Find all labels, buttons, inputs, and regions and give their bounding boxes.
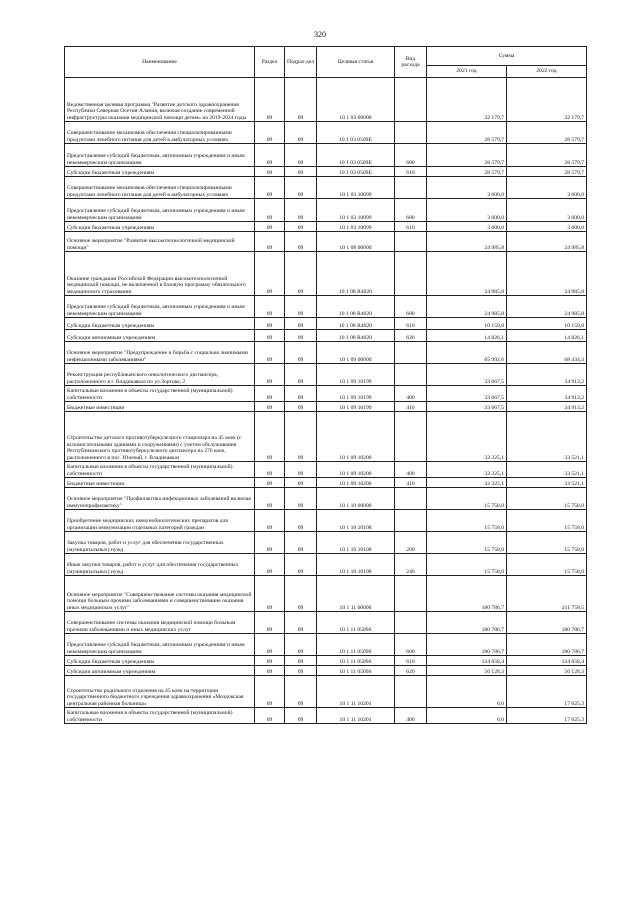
- table-row: [65, 199, 587, 222]
- row-expense-type: [395, 232, 427, 252]
- row-subsection: 09: [285, 554, 317, 576]
- row-subsection: 09: [285, 634, 317, 656]
- row-expense-type: [395, 576, 427, 612]
- row-sum-2022: 17 625,3: [507, 676, 587, 708]
- row-expense-type: [395, 342, 427, 364]
- table-row: [65, 122, 587, 144]
- table-row: [65, 222, 587, 232]
- row-name: Строительство детского противотуберкулезного стационара на 45 коек (с вспомогательными зданиями и сооружениями) с учетом обслуживания Республиканского противотуберкулезного диспансера на 276 коек, расположенного в пос. Южный, г. Владикавказ: [65, 412, 255, 462]
- row-target: 10 1 03 0509Е: [317, 167, 395, 177]
- row-section: 09: [255, 462, 285, 478]
- row-subsection: 09: [285, 412, 317, 462]
- header-row: [65, 47, 587, 66]
- row-sum-2021: 124 658,4: [427, 656, 507, 666]
- row-subsection: 09: [285, 488, 317, 510]
- row-section: 09: [255, 532, 285, 554]
- row-name: Субсидии бюджетным учреждениям: [65, 656, 255, 666]
- row-sum-2022: 34 913,2: [507, 386, 587, 402]
- row-expense-type: 600: [395, 296, 427, 318]
- row-name: Предоставление субсидий бюджетным, автономным учреждениям и иным некоммерческим организациям: [65, 144, 255, 167]
- table-row: [65, 144, 587, 167]
- row-name: Предоставление субсидий бюджетным, автономным учреждениям и иным некоммерческим организациям: [65, 199, 255, 222]
- row-target: 10 1 08 R4020: [317, 318, 395, 330]
- row-section: 09: [255, 488, 285, 510]
- row-name: Субсидии автономным учреждениям: [65, 330, 255, 342]
- row-sum-2022: 15 758,0: [507, 510, 587, 532]
- row-subsection: 09: [285, 402, 317, 412]
- row-section: 09: [255, 122, 285, 144]
- table-row: [65, 177, 587, 199]
- row-sum-2021: 28 579,7: [427, 122, 507, 144]
- row-section: 09: [255, 318, 285, 330]
- row-sum-2022: 180 786,7: [507, 612, 587, 634]
- row-name: Капитальные вложения в объекты государственной (муниципальной) собственности: [65, 708, 255, 724]
- row-name: Основное мероприятие "Развитие высокотехнологичной медицинской помощи": [65, 232, 255, 252]
- row-name: Иные закупки товаров, работ и услуг для обеспечения государственных (муниципальных) нужд: [65, 554, 255, 576]
- row-target: 10 1 03 00000: [317, 78, 395, 122]
- row-section: 09: [255, 78, 285, 122]
- row-subsection: 09: [285, 364, 317, 386]
- row-sum-2021: 10 159,8: [427, 318, 507, 330]
- row-expense-type: 610: [395, 167, 427, 177]
- row-sum-2022: 3 600,0: [507, 177, 587, 199]
- row-subsection: 09: [285, 386, 317, 402]
- row-sum-2021: 0,0: [427, 676, 507, 708]
- row-sum-2022: 10 159,8: [507, 318, 587, 330]
- row-section: 09: [255, 252, 285, 296]
- row-sum-2021: 32 325,1: [427, 462, 507, 478]
- row-sum-2021: 32 325,1: [427, 412, 507, 462]
- table-row: [65, 296, 587, 318]
- table-row: [65, 386, 587, 402]
- row-target: 10 1 03 0509Е: [317, 122, 395, 144]
- row-sum-2022: 24 985,8: [507, 252, 587, 296]
- row-name: Строительство родильного отделения на 45 коек на территории государственного бюджетного учреждения здравоохранения «Моздокская центральная районная больница»: [65, 676, 255, 708]
- row-section: 09: [255, 666, 285, 676]
- table-row: [65, 708, 587, 724]
- row-sum-2021: 15 758,0: [427, 532, 507, 554]
- row-target: 10 1 08 R4020: [317, 296, 395, 318]
- row-expense-type: 600: [395, 144, 427, 167]
- row-section: 09: [255, 510, 285, 532]
- row-expense-type: 400: [395, 462, 427, 478]
- row-section: 09: [255, 676, 285, 708]
- row-section: 09: [255, 222, 285, 232]
- header-subsection: Подраз-дел: [285, 47, 317, 78]
- table-row: [65, 232, 587, 252]
- row-expense-type: 400: [395, 386, 427, 402]
- row-target: 10 1 11 0509S: [317, 634, 395, 656]
- row-sum-2021: 3 600,0: [427, 177, 507, 199]
- table-row: [65, 478, 587, 488]
- row-section: 09: [255, 708, 285, 724]
- row-expense-type: 620: [395, 666, 427, 676]
- row-subsection: 09: [285, 666, 317, 676]
- row-sum-2022: 211 758,5: [507, 576, 587, 612]
- row-section: 09: [255, 167, 285, 177]
- row-sum-2022: 68 434,3: [507, 342, 587, 364]
- table-row: [65, 576, 587, 612]
- row-target: 10 1 10 00000: [317, 488, 395, 510]
- row-section: 09: [255, 634, 285, 656]
- row-subsection: 09: [285, 532, 317, 554]
- row-target: 10 1 10 10108: [317, 532, 395, 554]
- row-subsection: 09: [285, 167, 317, 177]
- row-sum-2022: 33 521,1: [507, 478, 587, 488]
- row-target: 10 1 09 10200: [317, 462, 395, 478]
- row-subsection: 09: [285, 342, 317, 364]
- table-row: [65, 364, 587, 386]
- row-section: 09: [255, 412, 285, 462]
- row-target: 10 1 11 0509S: [317, 612, 395, 634]
- row-sum-2021: 3 600,0: [427, 222, 507, 232]
- row-sum-2021: 65 992,6: [427, 342, 507, 364]
- table-row: [65, 532, 587, 554]
- row-name: Бюджетные инвестиции: [65, 478, 255, 488]
- table-row: [65, 488, 587, 510]
- row-subsection: 09: [285, 478, 317, 488]
- row-sum-2022: 24 985,8: [507, 232, 587, 252]
- row-subsection: 09: [285, 252, 317, 296]
- row-name: Ведомственная целевая программа "Развитие детского здравоохранения Республики Северная Осетия-Алания, включая создание современной инфраструктуры оказания медицинской помощи детям» на 2019-2024 годы: [65, 78, 255, 122]
- row-sum-2021: 24 985,8: [427, 296, 507, 318]
- row-subsection: 09: [285, 222, 317, 232]
- table-row: [65, 252, 587, 296]
- row-sum-2022: 124 658,4: [507, 656, 587, 666]
- row-sum-2021: 180 786,7: [427, 612, 507, 634]
- table-row: [65, 318, 587, 330]
- row-subsection: 09: [285, 510, 317, 532]
- table-row: [65, 612, 587, 634]
- row-expense-type: 240: [395, 554, 427, 576]
- row-sum-2021: 180 786,7: [427, 634, 507, 656]
- row-name: Бюджетные инвестиции: [65, 402, 255, 412]
- row-section: 09: [255, 342, 285, 364]
- row-sum-2021: 3 600,0: [427, 199, 507, 222]
- row-name: Совершенствование механизмов обеспечения специализированными продуктами лечебного питания для детей в амбулаторных условиях: [65, 177, 255, 199]
- header-2022: 2022 год: [507, 66, 587, 78]
- table-row: [65, 510, 587, 532]
- row-sum-2022: 33 521,1: [507, 462, 587, 478]
- row-target: 10 1 08 R4020: [317, 330, 395, 342]
- row-sum-2022: 34 913,2: [507, 402, 587, 412]
- row-section: 09: [255, 177, 285, 199]
- row-target: 10 1 09 10199: [317, 402, 395, 412]
- row-sum-2022: 3 600,0: [507, 199, 587, 222]
- row-target: 10 1 11 10201: [317, 676, 395, 708]
- row-subsection: 09: [285, 656, 317, 666]
- row-sum-2022: 24 985,8: [507, 296, 587, 318]
- row-section: 09: [255, 330, 285, 342]
- row-name: Реконструкция республиканского онкологического диспансера, расположенного в г. Владикавказ по ул.Зортова, 2: [65, 364, 255, 386]
- row-sum-2021: 32 325,1: [427, 478, 507, 488]
- row-target: 10 1 08 00000: [317, 232, 395, 252]
- row-subsection: 09: [285, 199, 317, 222]
- row-section: 09: [255, 478, 285, 488]
- row-target: 10 1 09 10199: [317, 386, 395, 402]
- row-sum-2022: 15 758,0: [507, 488, 587, 510]
- row-sum-2022: 33 521,1: [507, 412, 587, 462]
- row-name: Основное мероприятие "Профилактика инфекционных заболеваний включая иммунопрофилактику": [65, 488, 255, 510]
- row-subsection: 09: [285, 462, 317, 478]
- row-subsection: 09: [285, 177, 317, 199]
- row-target: 10 1 09 10200: [317, 478, 395, 488]
- row-sum-2022: 15 758,0: [507, 554, 587, 576]
- table-row: [65, 634, 587, 656]
- row-expense-type: [395, 488, 427, 510]
- row-sum-2022: 15 758,0: [507, 532, 587, 554]
- row-name: Оказание гражданам Российской Федерации высокотехнологичной медицинской помощи, не включенной в базовую программу обязательного медицинского страхования: [65, 252, 255, 296]
- row-sum-2021: 24 985,8: [427, 232, 507, 252]
- row-section: 09: [255, 232, 285, 252]
- row-name: Приобретение медицинских иммунобиологических препаратов для организации иммунизации отдельных категорий граждан: [65, 510, 255, 532]
- row-subsection: 09: [285, 318, 317, 330]
- row-target: 10 1 03 10099: [317, 222, 395, 232]
- row-expense-type: 600: [395, 634, 427, 656]
- row-sum-2022: 56 128,3: [507, 666, 587, 676]
- row-expense-type: [395, 612, 427, 634]
- row-sum-2022: 14 826,1: [507, 330, 587, 342]
- row-expense-type: [395, 122, 427, 144]
- row-section: 09: [255, 296, 285, 318]
- row-expense-type: 200: [395, 532, 427, 554]
- row-target: 10 1 10 10108: [317, 554, 395, 576]
- header-expense-type: Вид расхода: [395, 47, 427, 78]
- row-name: Совершенствование механизмов обеспечения специализированными продуктами лечебного питания для детей в амбулаторных условиях: [65, 122, 255, 144]
- row-name: Предоставление субсидий бюджетным, автономным учреждениям и иным некоммерческим организациям: [65, 634, 255, 656]
- row-target: 10 1 11 0509S: [317, 666, 395, 676]
- row-name: Субсидии бюджетным учреждениям: [65, 222, 255, 232]
- table-row: [65, 167, 587, 177]
- row-subsection: 09: [285, 78, 317, 122]
- row-sum-2021: 14 826,1: [427, 330, 507, 342]
- row-sum-2022: 17 625,3: [507, 708, 587, 724]
- header-sum: Сумма: [427, 47, 587, 66]
- row-target: 10 1 09 00000: [317, 342, 395, 364]
- row-sum-2022: 28 579,7: [507, 167, 587, 177]
- budget-table: [64, 46, 587, 724]
- row-sum-2022: 28 579,7: [507, 144, 587, 167]
- row-subsection: 09: [285, 296, 317, 318]
- row-subsection: 09: [285, 676, 317, 708]
- row-expense-type: 400: [395, 708, 427, 724]
- row-expense-type: [395, 78, 427, 122]
- row-sum-2021: 33 667,5: [427, 402, 507, 412]
- row-section: 09: [255, 144, 285, 167]
- row-expense-type: 610: [395, 656, 427, 666]
- row-sum-2021: 24 985,8: [427, 252, 507, 296]
- row-expense-type: [395, 510, 427, 532]
- table-row: [65, 656, 587, 666]
- row-subsection: 09: [285, 232, 317, 252]
- row-expense-type: 610: [395, 318, 427, 330]
- row-sum-2021: 56 128,3: [427, 666, 507, 676]
- table-row: [65, 676, 587, 708]
- row-section: 09: [255, 656, 285, 666]
- row-expense-type: [395, 364, 427, 386]
- table-row: [65, 342, 587, 364]
- row-sum-2021: 32 179,7: [427, 78, 507, 122]
- row-name: Субсидии бюджетным учреждениям: [65, 318, 255, 330]
- row-name: Основное мероприятие "Совершенствование системы оказания медицинской помощи больным прочими заболеваниями и совершенствование оказания иных медицинских услуг": [65, 576, 255, 612]
- row-name: Совершенствование системы оказания медицинской помощи больным прочими заболеваниями и иных медицинских услуг: [65, 612, 255, 634]
- row-sum-2021: 33 667,5: [427, 386, 507, 402]
- row-section: 09: [255, 364, 285, 386]
- row-target: 10 1 03 10099: [317, 177, 395, 199]
- row-sum-2021: 28 579,7: [427, 144, 507, 167]
- row-section: 09: [255, 576, 285, 612]
- table-row: [65, 666, 587, 676]
- header-2021: 2021 год: [427, 66, 507, 78]
- table-row: [65, 554, 587, 576]
- row-sum-2021: 0,0: [427, 708, 507, 724]
- row-target: 10 1 03 0509Е: [317, 144, 395, 167]
- row-expense-type: [395, 676, 427, 708]
- row-expense-type: 610: [395, 222, 427, 232]
- row-subsection: 09: [285, 576, 317, 612]
- row-sum-2021: 15 758,0: [427, 510, 507, 532]
- table-row: [65, 412, 587, 462]
- header-section: Раздел: [255, 47, 285, 78]
- header-name: Наименование: [65, 47, 255, 78]
- row-subsection: 09: [285, 122, 317, 144]
- row-section: 09: [255, 402, 285, 412]
- row-section: 09: [255, 199, 285, 222]
- row-expense-type: [395, 177, 427, 199]
- row-section: 09: [255, 554, 285, 576]
- row-sum-2021: 15 758,0: [427, 488, 507, 510]
- row-subsection: 09: [285, 708, 317, 724]
- row-sum-2022: 34 913,2: [507, 364, 587, 386]
- row-subsection: 09: [285, 330, 317, 342]
- row-target: 10 1 11 0509S: [317, 656, 395, 666]
- row-expense-type: 410: [395, 402, 427, 412]
- row-name: Основное мероприятие "Предупреждение и борьба с социально значимыми инфекционными заболеваниями": [65, 342, 255, 364]
- row-section: 09: [255, 612, 285, 634]
- row-sum-2022: 32 179,7: [507, 78, 587, 122]
- row-target: 10 1 03 10099: [317, 199, 395, 222]
- row-sum-2022: 180 786,7: [507, 634, 587, 656]
- row-sum-2021: 15 758,0: [427, 554, 507, 576]
- row-name: Субсидии бюджетным учреждениям: [65, 167, 255, 177]
- table-row: [65, 330, 587, 342]
- row-name: Субсидии автономным учреждениям: [65, 666, 255, 676]
- row-target: 10 1 11 00000: [317, 576, 395, 612]
- row-subsection: 09: [285, 612, 317, 634]
- row-section: 09: [255, 386, 285, 402]
- row-subsection: 09: [285, 144, 317, 167]
- row-expense-type: 620: [395, 330, 427, 342]
- row-expense-type: [395, 412, 427, 462]
- row-target: 10 1 09 10199: [317, 364, 395, 386]
- row-name: Капитальные вложения в объекты государственной (муниципальной) собственности: [65, 386, 255, 402]
- table-row: [65, 78, 587, 122]
- row-name: Капитальные вложения в объекты государственной (муниципальной) собственности: [65, 462, 255, 478]
- row-target: 10 1 10 10108: [317, 510, 395, 532]
- header-target: Целевая статья: [317, 47, 395, 78]
- row-name: Закупка товаров, работ и услуг для обеспечения государственных (муниципальных) нужд: [65, 532, 255, 554]
- row-sum-2021: 33 667,5: [427, 364, 507, 386]
- table-row: [65, 402, 587, 412]
- row-name: Предоставление субсидий бюджетным, автономным учреждениям и иным некоммерческим организациям: [65, 296, 255, 318]
- row-sum-2022: 28 579,7: [507, 122, 587, 144]
- table-row: [65, 462, 587, 478]
- page-number: 320: [314, 30, 326, 39]
- row-expense-type: 600: [395, 199, 427, 222]
- row-sum-2021: 28 579,7: [427, 167, 507, 177]
- row-sum-2022: 3 600,0: [507, 222, 587, 232]
- row-expense-type: 410: [395, 478, 427, 488]
- row-target: 10 1 09 10200: [317, 412, 395, 462]
- row-sum-2021: 180 786,7: [427, 576, 507, 612]
- row-target: 10 1 11 10201: [317, 708, 395, 724]
- row-expense-type: [395, 252, 427, 296]
- row-target: 10 1 08 R4020: [317, 252, 395, 296]
